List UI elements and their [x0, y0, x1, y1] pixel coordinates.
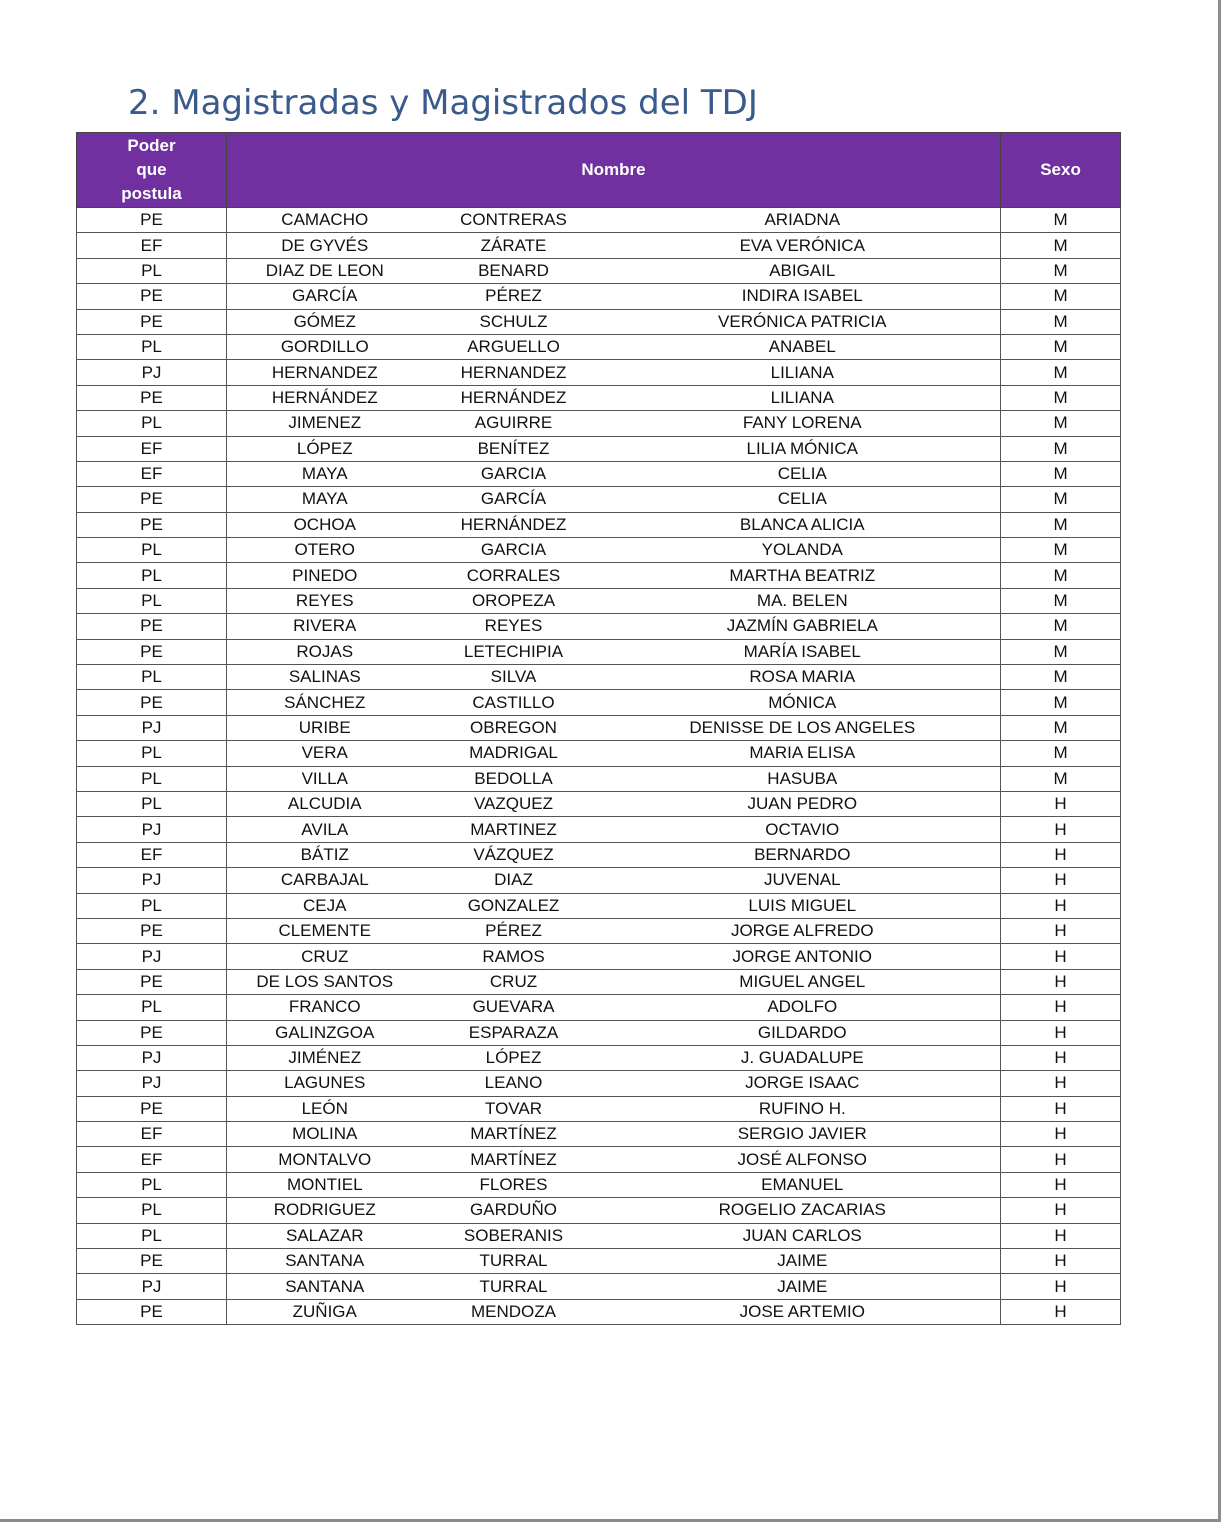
cell-apellido-materno: ESPARAZA [423, 1020, 605, 1045]
table-row [77, 1223, 1121, 1248]
cell-apellido-materno: LEANO [423, 1071, 605, 1096]
cell-sexo: M [1001, 538, 1121, 563]
cell-poder: PL [77, 766, 227, 791]
cell-sexo: H [1001, 893, 1121, 918]
cell-nombre: BLANCA ALICIA [605, 512, 1001, 537]
cell-sexo: H [1001, 791, 1121, 816]
header-poder-line: que [136, 160, 167, 179]
table-row [77, 1045, 1121, 1070]
cell-apellido-materno: CORRALES [423, 563, 605, 588]
cell-apellido-materno: VAZQUEZ [423, 791, 605, 816]
table-row [77, 868, 1121, 893]
table-row [77, 1274, 1121, 1299]
cell-poder: PE [77, 309, 227, 334]
cell-apellido-materno: BEDOLLA [423, 766, 605, 791]
cell-poder: PE [77, 1249, 227, 1274]
cell-apellido-paterno: GARCÍA [227, 284, 423, 309]
cell-sexo: H [1001, 1223, 1121, 1248]
cell-apellido-materno: GARDUÑO [423, 1198, 605, 1223]
cell-apellido-paterno: CARBAJAL [227, 868, 423, 893]
cell-poder: PJ [77, 1045, 227, 1070]
cell-apellido-materno: LÓPEZ [423, 1045, 605, 1070]
cell-apellido-materno: HERNÁNDEZ [423, 385, 605, 410]
cell-nombre: BERNARDO [605, 842, 1001, 867]
cell-nombre: JORGE ALFREDO [605, 918, 1001, 943]
cell-apellido-paterno: DE GYVÉS [227, 233, 423, 258]
table-body [77, 208, 1121, 1325]
cell-apellido-paterno: MONTIEL [227, 1172, 423, 1197]
cell-sexo: H [1001, 1045, 1121, 1070]
cell-apellido-paterno: MAYA [227, 461, 423, 486]
cell-sexo: H [1001, 842, 1121, 867]
cell-apellido-materno: TURRAL [423, 1274, 605, 1299]
cell-apellido-paterno: ALCUDIA [227, 791, 423, 816]
cell-apellido-paterno: HERNANDEZ [227, 360, 423, 385]
cell-sexo: H [1001, 1274, 1121, 1299]
table-row [77, 588, 1121, 613]
cell-poder: PE [77, 487, 227, 512]
cell-poder: PJ [77, 868, 227, 893]
cell-apellido-paterno: CRUZ [227, 944, 423, 969]
cell-apellido-materno: HERNÁNDEZ [423, 512, 605, 537]
cell-apellido-materno: DIAZ [423, 868, 605, 893]
cell-sexo: H [1001, 918, 1121, 943]
table-row [77, 538, 1121, 563]
table-row [77, 284, 1121, 309]
cell-apellido-paterno: JIMENEZ [227, 411, 423, 436]
cell-apellido-materno: GARCÍA [423, 487, 605, 512]
cell-sexo: M [1001, 385, 1121, 410]
cell-nombre: ROGELIO ZACARIAS [605, 1198, 1001, 1223]
cell-nombre: DENISSE DE LOS ANGELES [605, 715, 1001, 740]
cell-poder: EF [77, 233, 227, 258]
cell-apellido-materno: TURRAL [423, 1249, 605, 1274]
cell-apellido-paterno: RODRIGUEZ [227, 1198, 423, 1223]
cell-apellido-paterno: DE LOS SANTOS [227, 969, 423, 994]
cell-apellido-paterno: PINEDO [227, 563, 423, 588]
cell-nombre: VERÓNICA PATRICIA [605, 309, 1001, 334]
table-row [77, 1172, 1121, 1197]
table-row [77, 233, 1121, 258]
cell-nombre: ARIADNA [605, 208, 1001, 233]
cell-poder: EF [77, 842, 227, 867]
cell-apellido-paterno: VERA [227, 741, 423, 766]
cell-poder: PL [77, 741, 227, 766]
cell-poder: PE [77, 1299, 227, 1324]
table-header-row [77, 133, 1121, 208]
cell-poder: PL [77, 588, 227, 613]
header-poder-line: postula [121, 184, 182, 203]
cell-nombre: MARIA ELISA [605, 741, 1001, 766]
magistrates-table [76, 132, 1121, 1325]
cell-nombre: EVA VERÓNICA [605, 233, 1001, 258]
cell-sexo: H [1001, 1172, 1121, 1197]
cell-apellido-materno: RAMOS [423, 944, 605, 969]
cell-nombre: ADOLFO [605, 995, 1001, 1020]
cell-sexo: M [1001, 208, 1121, 233]
cell-apellido-paterno: CLEMENTE [227, 918, 423, 943]
cell-poder: PL [77, 791, 227, 816]
cell-apellido-materno: GONZALEZ [423, 893, 605, 918]
cell-poder: PJ [77, 1071, 227, 1096]
cell-nombre: ANABEL [605, 334, 1001, 359]
cell-sexo: M [1001, 639, 1121, 664]
cell-poder: PL [77, 665, 227, 690]
cell-apellido-materno: PÉREZ [423, 284, 605, 309]
cell-apellido-materno: SCHULZ [423, 309, 605, 334]
cell-apellido-materno: OROPEZA [423, 588, 605, 613]
cell-apellido-materno: BENÍTEZ [423, 436, 605, 461]
cell-poder: PL [77, 995, 227, 1020]
cell-poder: PE [77, 1096, 227, 1121]
cell-nombre: ABIGAIL [605, 258, 1001, 283]
cell-apellido-paterno: REYES [227, 588, 423, 613]
cell-nombre: HASUBA [605, 766, 1001, 791]
cell-poder: PE [77, 969, 227, 994]
cell-nombre: GILDARDO [605, 1020, 1001, 1045]
cell-poder: PL [77, 334, 227, 359]
cell-nombre: FANY LORENA [605, 411, 1001, 436]
table-row [77, 639, 1121, 664]
cell-sexo: M [1001, 309, 1121, 334]
cell-nombre: JORGE ANTONIO [605, 944, 1001, 969]
cell-sexo: H [1001, 1122, 1121, 1147]
cell-poder: PJ [77, 1274, 227, 1299]
cell-sexo: M [1001, 563, 1121, 588]
cell-sexo: M [1001, 334, 1121, 359]
cell-nombre: RUFINO H. [605, 1096, 1001, 1121]
cell-poder: PL [77, 1223, 227, 1248]
cell-sexo: M [1001, 715, 1121, 740]
table-row [77, 309, 1121, 334]
cell-apellido-paterno: SANTANA [227, 1274, 423, 1299]
cell-apellido-materno: SOBERANIS [423, 1223, 605, 1248]
table-row [77, 715, 1121, 740]
table-row [77, 1020, 1121, 1045]
table-row [77, 1198, 1121, 1223]
cell-poder: PJ [77, 944, 227, 969]
cell-apellido-paterno: GÓMEZ [227, 309, 423, 334]
cell-sexo: M [1001, 614, 1121, 639]
cell-apellido-paterno: JIMÉNEZ [227, 1045, 423, 1070]
cell-nombre: MARTHA BEATRIZ [605, 563, 1001, 588]
cell-apellido-materno: CASTILLO [423, 690, 605, 715]
table-row [77, 360, 1121, 385]
cell-poder: PL [77, 1172, 227, 1197]
table-row [77, 944, 1121, 969]
cell-nombre: JAZMÍN GABRIELA [605, 614, 1001, 639]
cell-poder: PL [77, 258, 227, 283]
cell-nombre: LILIA MÓNICA [605, 436, 1001, 461]
cell-nombre: LILIANA [605, 360, 1001, 385]
cell-poder: EF [77, 1122, 227, 1147]
table-row [77, 1071, 1121, 1096]
cell-apellido-materno: ZÁRATE [423, 233, 605, 258]
table-row [77, 258, 1121, 283]
cell-apellido-materno: HERNANDEZ [423, 360, 605, 385]
cell-poder: PJ [77, 360, 227, 385]
cell-apellido-paterno: OCHOA [227, 512, 423, 537]
cell-apellido-materno: GARCIA [423, 538, 605, 563]
table-row [77, 411, 1121, 436]
page-title: 2. Magistradas y Magistrados del TDJ [128, 83, 758, 123]
cell-poder: PE [77, 208, 227, 233]
cell-apellido-paterno: LAGUNES [227, 1071, 423, 1096]
cell-apellido-materno: MENDOZA [423, 1299, 605, 1324]
cell-poder: EF [77, 461, 227, 486]
header-poder-line: Poder [127, 136, 176, 155]
cell-apellido-paterno: MONTALVO [227, 1147, 423, 1172]
cell-sexo: H [1001, 995, 1121, 1020]
cell-nombre: JUAN CARLOS [605, 1223, 1001, 1248]
cell-apellido-paterno: ZUÑIGA [227, 1299, 423, 1324]
table-row [77, 690, 1121, 715]
table-row [77, 665, 1121, 690]
cell-poder: PL [77, 563, 227, 588]
cell-apellido-paterno: ROJAS [227, 639, 423, 664]
cell-poder: PJ [77, 817, 227, 842]
cell-nombre: JORGE ISAAC [605, 1071, 1001, 1096]
cell-apellido-materno: ARGUELLO [423, 334, 605, 359]
cell-apellido-materno: MADRIGAL [423, 741, 605, 766]
table-row [77, 969, 1121, 994]
cell-poder: PL [77, 893, 227, 918]
cell-sexo: M [1001, 512, 1121, 537]
cell-sexo: M [1001, 741, 1121, 766]
cell-apellido-paterno: RIVERA [227, 614, 423, 639]
table-row [77, 791, 1121, 816]
table-row [77, 995, 1121, 1020]
cell-poder: PE [77, 690, 227, 715]
table-row [77, 614, 1121, 639]
table-row [77, 842, 1121, 867]
cell-sexo: H [1001, 817, 1121, 842]
cell-nombre: INDIRA ISABEL [605, 284, 1001, 309]
cell-apellido-paterno: GORDILLO [227, 334, 423, 359]
cell-apellido-paterno: SALINAS [227, 665, 423, 690]
cell-apellido-materno: BENARD [423, 258, 605, 283]
cell-sexo: M [1001, 588, 1121, 613]
cell-apellido-paterno: DIAZ DE LEON [227, 258, 423, 283]
cell-sexo: M [1001, 258, 1121, 283]
cell-apellido-materno: GUEVARA [423, 995, 605, 1020]
cell-apellido-paterno: HERNÁNDEZ [227, 385, 423, 410]
cell-sexo: H [1001, 944, 1121, 969]
cell-nombre: YOLANDA [605, 538, 1001, 563]
cell-sexo: H [1001, 1249, 1121, 1274]
cell-sexo: M [1001, 766, 1121, 791]
cell-apellido-paterno: CAMACHO [227, 208, 423, 233]
cell-apellido-paterno: MAYA [227, 487, 423, 512]
cell-poder: PE [77, 918, 227, 943]
table-row [77, 208, 1121, 233]
header-poder [77, 133, 227, 208]
cell-sexo: H [1001, 1020, 1121, 1045]
cell-apellido-materno: OBREGON [423, 715, 605, 740]
cell-apellido-paterno: SANTANA [227, 1249, 423, 1274]
cell-nombre: CELIA [605, 487, 1001, 512]
cell-sexo: H [1001, 868, 1121, 893]
cell-nombre: MARÍA ISABEL [605, 639, 1001, 664]
cell-apellido-paterno: VILLA [227, 766, 423, 791]
table-row [77, 1249, 1121, 1274]
cell-apellido-paterno: CEJA [227, 893, 423, 918]
cell-apellido-materno: VÁZQUEZ [423, 842, 605, 867]
cell-sexo: M [1001, 487, 1121, 512]
cell-poder: PE [77, 1020, 227, 1045]
header-sexo: Sexo [1001, 133, 1121, 208]
cell-apellido-paterno: BÁTIZ [227, 842, 423, 867]
cell-nombre: OCTAVIO [605, 817, 1001, 842]
cell-sexo: M [1001, 436, 1121, 461]
table-row [77, 1299, 1121, 1324]
table-row [77, 436, 1121, 461]
table-row [77, 1147, 1121, 1172]
cell-poder: PL [77, 1198, 227, 1223]
cell-nombre: J. GUADALUPE [605, 1045, 1001, 1070]
cell-apellido-paterno: FRANCO [227, 995, 423, 1020]
table-row [77, 334, 1121, 359]
cell-apellido-paterno: SÁNCHEZ [227, 690, 423, 715]
cell-nombre: ROSA MARIA [605, 665, 1001, 690]
cell-apellido-materno: TOVAR [423, 1096, 605, 1121]
cell-sexo: M [1001, 233, 1121, 258]
cell-apellido-materno: LETECHIPIA [423, 639, 605, 664]
cell-sexo: M [1001, 665, 1121, 690]
cell-sexo: M [1001, 690, 1121, 715]
cell-nombre: JUVENAL [605, 868, 1001, 893]
table-row [77, 766, 1121, 791]
cell-nombre: JOSÉ ALFONSO [605, 1147, 1001, 1172]
cell-poder: PE [77, 639, 227, 664]
cell-apellido-materno: PÉREZ [423, 918, 605, 943]
cell-nombre: EMANUEL [605, 1172, 1001, 1197]
table-row [77, 1122, 1121, 1147]
cell-poder: EF [77, 1147, 227, 1172]
cell-sexo: M [1001, 461, 1121, 486]
cell-nombre: MIGUEL ANGEL [605, 969, 1001, 994]
cell-apellido-materno: CONTRERAS [423, 208, 605, 233]
cell-poder: PE [77, 512, 227, 537]
cell-apellido-materno: AGUIRRE [423, 411, 605, 436]
cell-nombre: LILIANA [605, 385, 1001, 410]
cell-sexo: H [1001, 1299, 1121, 1324]
cell-nombre: JAIME [605, 1249, 1001, 1274]
cell-nombre: MÓNICA [605, 690, 1001, 715]
cell-poder: EF [77, 436, 227, 461]
cell-poder: PL [77, 538, 227, 563]
cell-poder: PJ [77, 715, 227, 740]
cell-apellido-paterno: GALINZGOA [227, 1020, 423, 1045]
cell-apellido-paterno: URIBE [227, 715, 423, 740]
cell-nombre: SERGIO JAVIER [605, 1122, 1001, 1147]
cell-apellido-paterno: LÓPEZ [227, 436, 423, 461]
table-row [77, 741, 1121, 766]
cell-sexo: H [1001, 969, 1121, 994]
cell-sexo: H [1001, 1198, 1121, 1223]
cell-nombre: JOSE ARTEMIO [605, 1299, 1001, 1324]
cell-apellido-materno: SILVA [423, 665, 605, 690]
cell-apellido-paterno: SALAZAR [227, 1223, 423, 1248]
cell-apellido-materno: GARCIA [423, 461, 605, 486]
cell-nombre: MA. BELEN [605, 588, 1001, 613]
table-row [77, 385, 1121, 410]
cell-apellido-materno: MARTINEZ [423, 817, 605, 842]
cell-poder: PE [77, 614, 227, 639]
cell-apellido-materno: FLORES [423, 1172, 605, 1197]
cell-apellido-materno: MARTÍNEZ [423, 1147, 605, 1172]
cell-apellido-materno: REYES [423, 614, 605, 639]
cell-nombre: CELIA [605, 461, 1001, 486]
cell-nombre: JUAN PEDRO [605, 791, 1001, 816]
table-row [77, 1096, 1121, 1121]
table-row [77, 918, 1121, 943]
table-row [77, 893, 1121, 918]
header-nombre: Nombre [227, 133, 1001, 208]
table-row [77, 487, 1121, 512]
cell-apellido-paterno: MOLINA [227, 1122, 423, 1147]
cell-apellido-paterno: AVILA [227, 817, 423, 842]
table-row [77, 563, 1121, 588]
table-row [77, 817, 1121, 842]
cell-sexo: M [1001, 411, 1121, 436]
cell-sexo: H [1001, 1096, 1121, 1121]
cell-poder: PL [77, 411, 227, 436]
cell-apellido-paterno: LEÓN [227, 1096, 423, 1121]
cell-sexo: M [1001, 360, 1121, 385]
cell-sexo: M [1001, 284, 1121, 309]
cell-apellido-materno: MARTÍNEZ [423, 1122, 605, 1147]
cell-poder: PE [77, 385, 227, 410]
table-row [77, 461, 1121, 486]
cell-nombre: LUIS MIGUEL [605, 893, 1001, 918]
table-row [77, 512, 1121, 537]
cell-poder: PE [77, 284, 227, 309]
cell-nombre: JAIME [605, 1274, 1001, 1299]
cell-sexo: H [1001, 1071, 1121, 1096]
cell-apellido-materno: CRUZ [423, 969, 605, 994]
cell-sexo: H [1001, 1147, 1121, 1172]
cell-apellido-paterno: OTERO [227, 538, 423, 563]
